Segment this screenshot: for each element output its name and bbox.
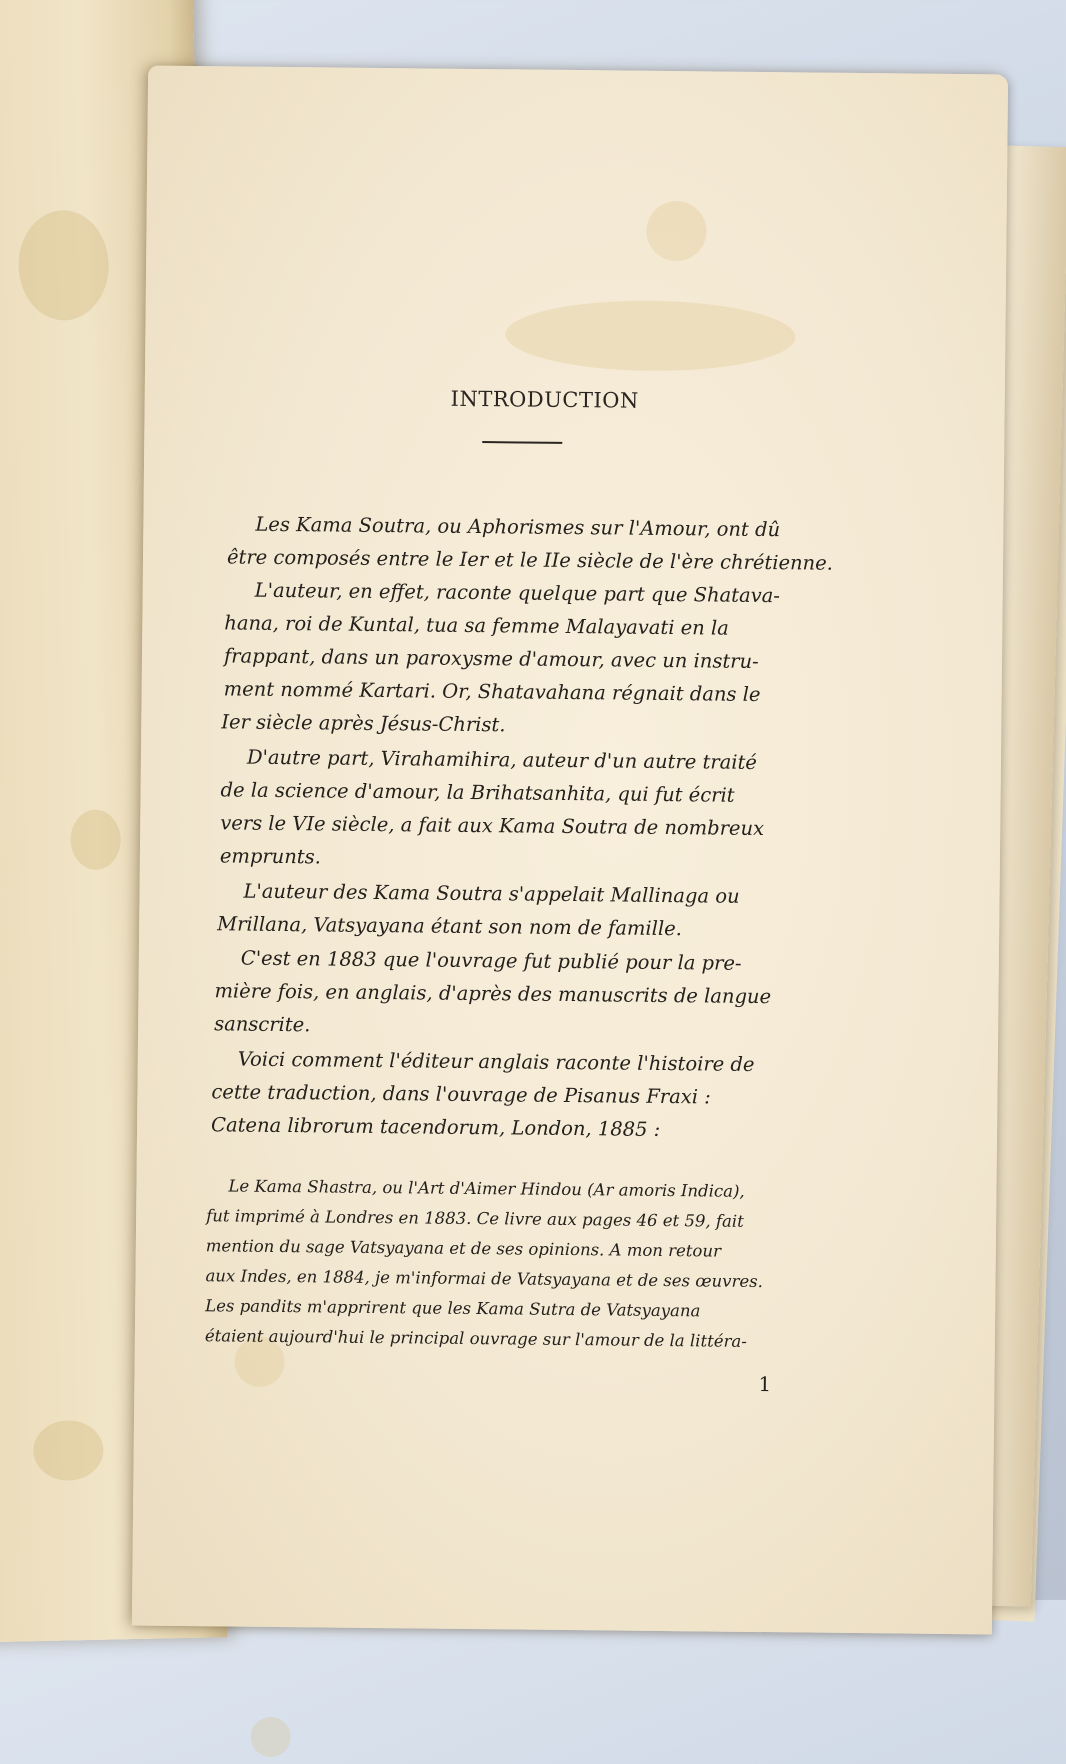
body-line: cette traduction, dans l'ouvrage de Pisanus Fraxi :: [211, 1080, 711, 1109]
book-page: [132, 66, 1008, 1635]
body-line: hana, roi de Kuntal, tua sa femme Malayavati en la: [224, 611, 729, 640]
body-line: Voici comment l'éditeur anglais raconte l'histoire de: [237, 1047, 755, 1076]
foxing-spot: [250, 1717, 290, 1757]
body-line: L'auteur des Kama Soutra s'appelait Mallinaga ou: [243, 879, 740, 908]
body-line: mière fois, en anglais, d'après des manuscrits de langue: [214, 979, 772, 1009]
quote-line: mention du sage Vatsyayana et de ses opinions. A mon retour: [205, 1236, 722, 1261]
page-number: 1: [758, 1372, 772, 1397]
body-line: Les Kama Soutra, ou Aphorismes sur l'Amour, ont dû: [255, 512, 781, 542]
quote-line: Les pandits m'apprirent que les Kama Sutra de Vatsyayana: [205, 1296, 701, 1321]
body-line: Catena librorum tacendorum, London, 1885 :: [210, 1113, 661, 1141]
quote-line: fut imprimé à Londres en 1883. Ce livre aux pages 46 et 59, fait: [206, 1206, 744, 1231]
body-line: vers le VIe siècle, a fait aux Kama Soutra de nombreux: [220, 811, 765, 841]
foxing-spot: [70, 809, 121, 870]
body-line: D'autre part, Virahamihira, auteur d'un autre traité: [246, 745, 758, 774]
body-line: être composés entre le Ier et le IIe siècle de l'ère chrétienne.: [226, 545, 834, 575]
quote-line: étaient aujourd'hui le principal ouvrage sur l'amour de la littéra-: [204, 1326, 747, 1351]
body-line: C'est en 1883 que l'ouvrage fut publié pour la pre-: [240, 946, 742, 975]
page-text: [132, 66, 1008, 1635]
body-line: emprunts.: [219, 844, 322, 869]
body-line: L'auteur, en effet, raconte quelque part que Shatava-: [254, 578, 781, 608]
body-line: Ier siècle après Jésus-Christ.: [221, 710, 506, 737]
foxing-spot: [33, 1420, 104, 1481]
body-line: Mrillana, Vatsyayana étant son nom de famille.: [217, 912, 683, 941]
foxing-spot: [17, 209, 109, 321]
body-line: ment nommé Kartari. Or, Shatavahana régnait dans le: [223, 677, 761, 706]
body-line: de la science d'amour, la Brihatsanhita, qui fut écrit: [220, 778, 735, 807]
page-title: INTRODUCTION: [450, 386, 639, 413]
quote-line: aux Indes, en 1884, je m'informai de Vatsyayana et de ses œuvres.: [205, 1266, 764, 1292]
body-line: sanscrite.: [214, 1012, 311, 1037]
body-line: frappant, dans un paroxysme d'amour, avec un instru-: [223, 644, 759, 673]
quote-line: Le Kama Shastra, ou l'Art d'Aimer Hindou (Ar amoris Indica),: [228, 1176, 745, 1201]
title-rule: [482, 441, 562, 444]
